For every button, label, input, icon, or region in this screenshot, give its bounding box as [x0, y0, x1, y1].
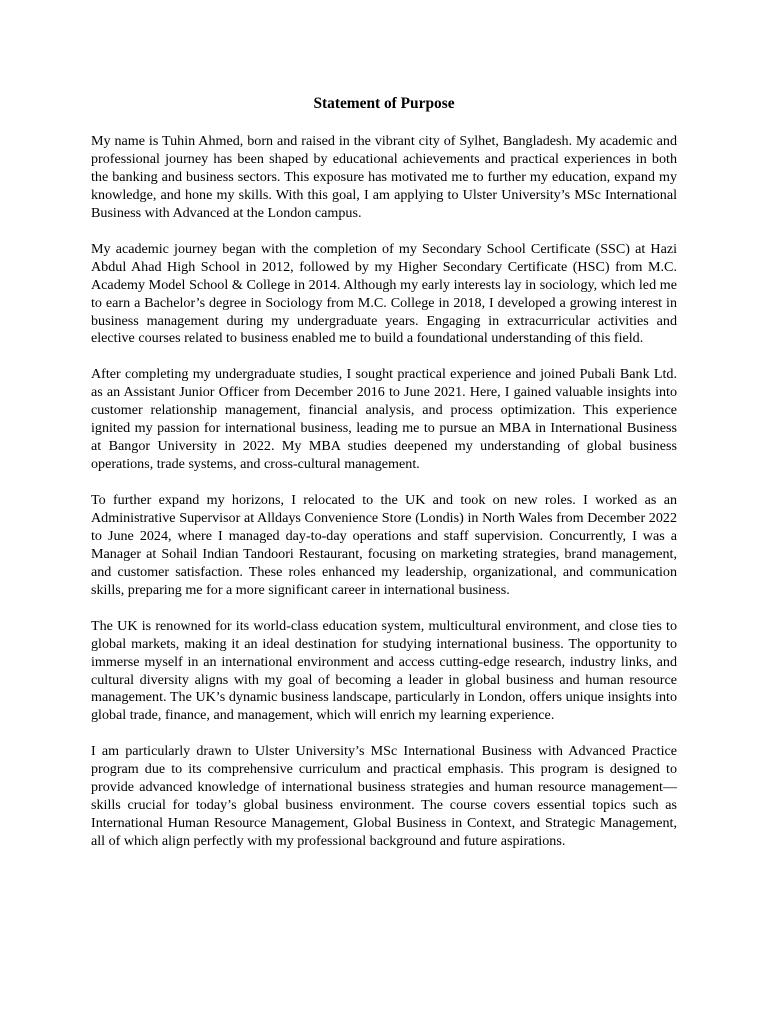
document-title: Statement of Purpose — [313, 95, 455, 112]
paragraph-academic-journey: My academic journey began with the completion of my Secondary School Certificate (SSC) at Hazi Abdul Ahad High School in 2012, followed by my Higher Secondary Certificate (HSC) from M.C. Academy Model School & College in 2014. Although my early interests lay in sociology, which led me to earn a Bachelor’s degree in Sociology from M.C. College in 2018, I developed a growing interest in business management during my undergraduate years. Engaging in extracurricular activities and elective courses related to business enabled me to build a foundational understanding of this field. — [91, 240, 677, 347]
paragraph-why-uk: The UK is renowned for its world-class education system, multicultural environment, and close ties to global markets, making it an ideal destination for studying international business. The opportunity to immerse myself in an international environment and access cutting-edge research, industry links, and cultural diversity aligns with my goal of becoming a leader in global business and human resource management. The UK’s dynamic business landscape, particularly in London, offers unique insights into global trade, finance, and management, which will enrich my learning experience. — [91, 617, 677, 724]
paragraph-why-ulster: I am particularly drawn to Ulster University’s MSc International Business with Advanced Practice program due to its comprehensive curriculum and practical emphasis. This program is designed to provide advanced knowledge of international business strategies and human resource management—skills crucial for today’s global business environment. The course covers essential topics such as International Human Resource Management, Global Business in Context, and Strategic Management, all of which align perfectly with my professional background and future aspirations. — [91, 743, 677, 850]
paragraph-uk-roles: To further expand my horizons, I relocated to the UK and took on new roles. I worked as an Administrative Supervisor at Alldays Convenience Store (Londis) in North Wales from December 2022 to June 2024, where I managed day-to-day operations and staff supervision. Concurrently, I was a Manager at Sohail Indian Tandoori Restaurant, focusing on marketing strategies, brand management, and customer satisfaction. These roles enhanced my leadership, organizational, and communication skills, preparing me for a more significant career in international business. — [91, 492, 677, 598]
paragraph-introduction: My name is Tuhin Ahmed, born and raised in the vibrant city of Sylhet, Bangladesh. My academic and professional journey has been shaped by educational achievements and practical experiences in both the banking and business sectors. This exposure has motivated me to further my education, expand my knowledge, and hone my skills. With this goal, I am applying to Ulster University’s MSc International Business with Advanced at the London campus. — [91, 133, 677, 221]
paragraph-banking-experience: After completing my undergraduate studies, I sought practical experience and joined Pubali Bank Ltd. as an Assistant Junior Officer from December 2016 to June 2021. Here, I gained valuable insights into customer relationship management, financial analysis, and process optimization. This experience ignited my passion for international business, leading me to pursue an MBA in International Business at Bangor University in 2022. My MBA studies deepened my understanding of global business operations, trade systems, and cross-cultural management. — [91, 366, 677, 473]
document-body — [91, 133, 677, 851]
